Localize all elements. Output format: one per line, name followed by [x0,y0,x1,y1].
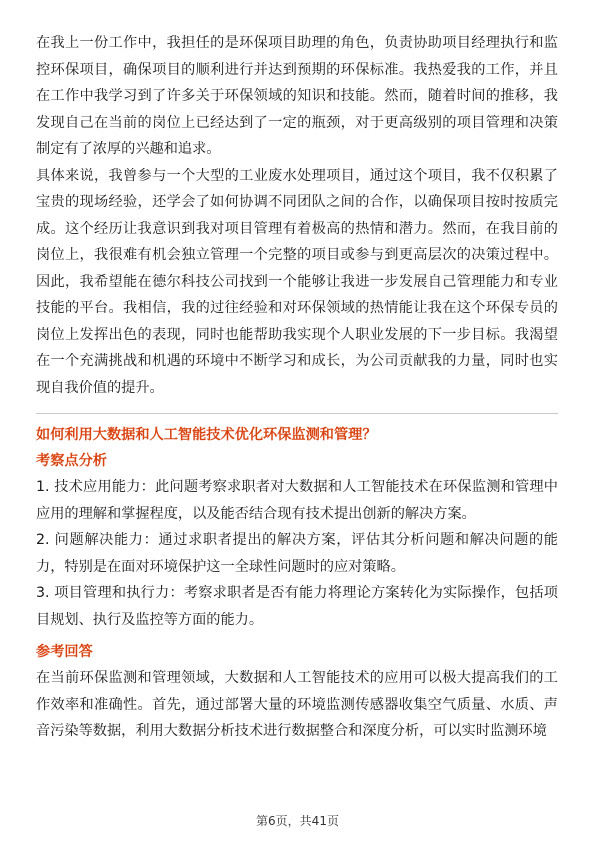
intro-paragraph-2: 具体来说，我曾参与一个大型的工业废水处理项目，通过这个项目，我不仅积累了宝贵的现场经验，还学会了如何协调不同团队之间的合作，以确保项目按时按质完成。这个经历让我意识到我对项目管理有着极高的热情和潜力。然而，在我目前的岗位上，我很难有机会独立管理一个完整的项目或参与到更高层次的决策过程中。因此，我希望能在德尔科技公司找到一个能够让我进一步发展自己管理能力和专业技能的平台。我相信，我的过往经验和对环保领域的热情能让我在这个环保专员的岗位上发挥出色的表现，同时也能帮助我实现个人职业发展的下一步目标。我渴望在一个充满挑战和机遇的环境中不断学习和成长，为公司贡献我的力量，同时也实现自我价值的提升。 [36,167,558,396]
intro-paragraph-1: 在我上一份工作中，我担任的是环保项目助理的角色，负责协助项目经理执行和监控环保项目，确保项目的顺利进行并达到预期的环保标准。我热爱我的工作，并且在工作中我学习到了许多关于环保领域的知识和技能。然而，随着时间的推移，我发现自己在当前的岗位上已经达到了一定的瓶颈，对于更高级别的项目管理和决策制定有了浓厚的兴趣和追求。 [36,35,558,157]
page-content [36,30,558,745]
section-divider [36,413,558,414]
analysis-item-2: 2. 问题解决能力：通过求职者提出的解决方案，评估其分析问题和解决问题的能力，特别是在面对环境保护这一全球性问题时的应对策略。 [36,532,558,575]
answer-heading: 参考回答 [36,644,93,660]
analysis-item-3: 3. 项目管理和执行力：考察求职者是否有能力将理论方案转化为实际操作，包括项目规划、执行及监控等方面的能力。 [36,585,558,628]
interview-question: 如何利用大数据和人工智能技术优化环保监测和管理？ [36,427,377,443]
analysis-item-1: 1. 技术应用能力：此问题考察求职者对大数据和人工智能技术在环保监测和管理中应用的理解和掌握程度，以及能否结合现有技术提出创新的解决方案。 [36,479,558,522]
page-number: 第6页，共41页 [256,814,339,828]
analysis-heading: 考察点分析 [36,453,107,469]
answer-text: 在当前环保监测和管理领域，大数据和人工智能技术的应用可以极大提高我们的工作效率和准确性。首先，通过部署大量的环境监测传感器收集空气质量、水质、声音污染等数据，利用大数据分析技术进行数据整合和深度分析，可以实时监测环境 [36,670,558,739]
